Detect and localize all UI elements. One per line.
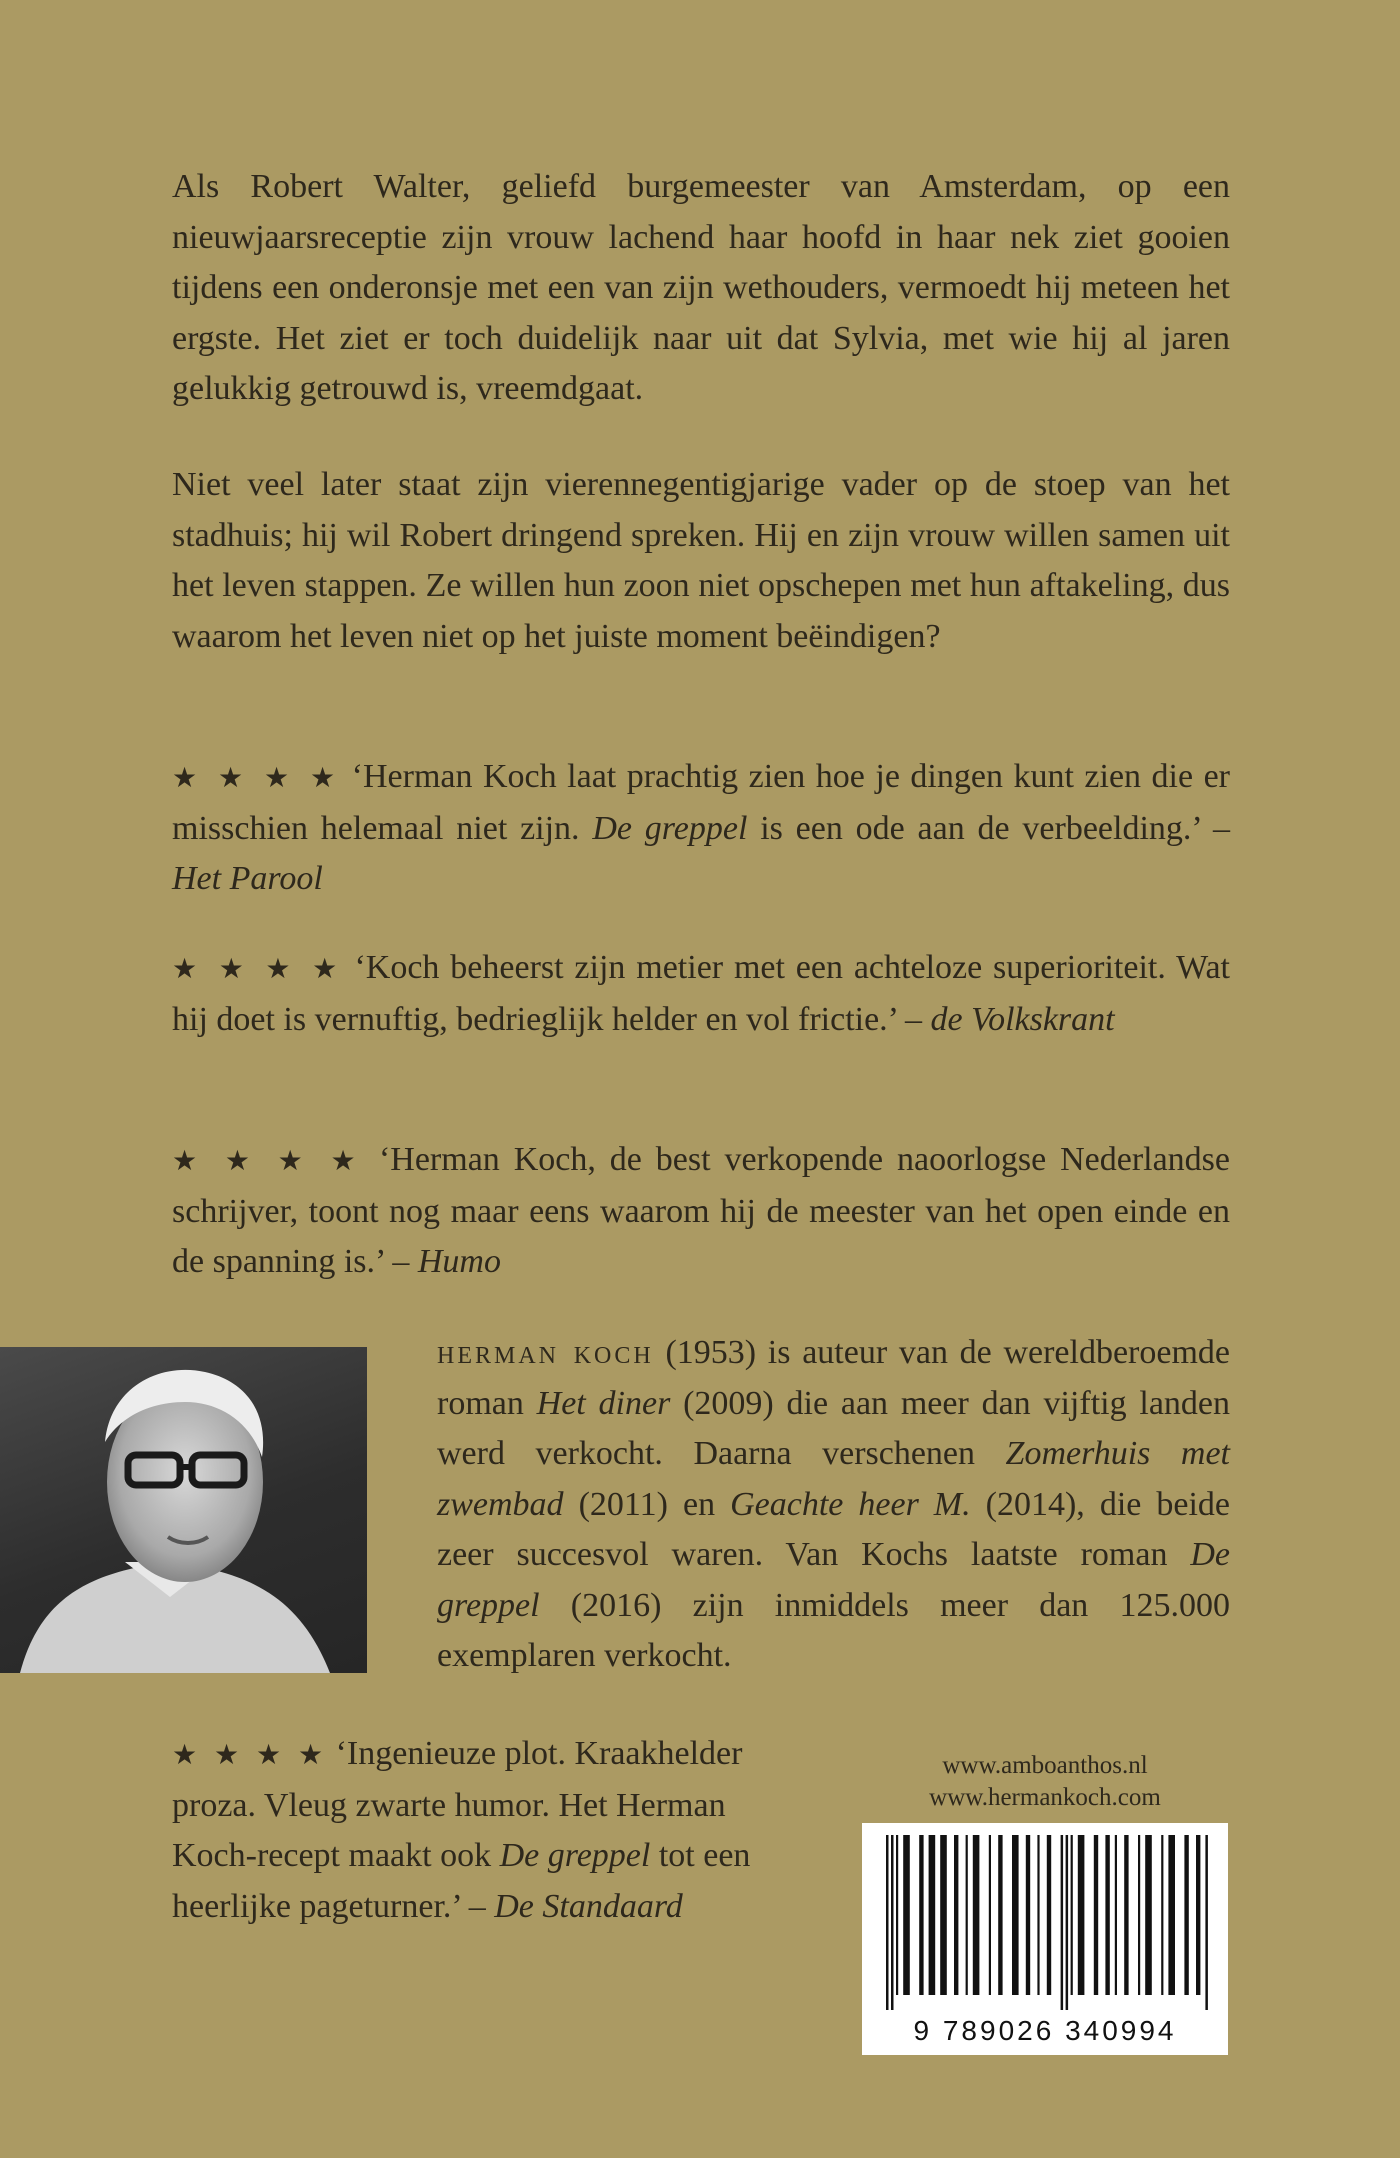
book-title: De greppel [437, 1536, 1230, 1624]
review-source: Het Parool [172, 860, 323, 897]
author-bio: herman koch (1953) is auteur van de wereldberoemde roman Het diner (2009) die aan meer dan vijftig landen werd verkocht. Daarna verschenen Zomerhuis met zwembad (2011) en Geachte heer M. (2014), die beide zeer succesvol waren. Van Kochs laatste roman De greppel (2016) zijn inmiddels meer dan 125.000 exemplaren verkocht. [437, 1334, 1231, 1674]
barcode-bar [1115, 1835, 1117, 1995]
review-source: Humo [417, 1243, 501, 1280]
barcode-bar [903, 1835, 910, 1995]
review-source: de Volkskrant [930, 1000, 1115, 1038]
barcode-bar [998, 1835, 1002, 1995]
star-rating: ★ ★ ★ ★ [172, 761, 342, 794]
barcode-bar [1012, 1835, 1019, 1995]
isbn-number: 9 789026 340994 [913, 2015, 1177, 2046]
barcode-bar [954, 1835, 958, 1995]
barcode-bar [1161, 1835, 1163, 1995]
book-title: Zomerhuis met zwembad [437, 1435, 1230, 1523]
review-parool [172, 752, 1230, 905]
barcode-bar [1145, 1835, 1152, 1995]
star-rating: ★ ★ ★ ★ [172, 1738, 328, 1771]
barcode-bar [940, 1835, 947, 1995]
barcode-bar [989, 1835, 991, 1995]
barcode-bar [1138, 1835, 1140, 1995]
review-text: ‘Herman Koch, de best verkopende naoorlogse Nederlandse schrijver, toont nog maar eens waarom hij de meester van het open einde en de spanning is.’ – [172, 1141, 1231, 1280]
review-text: is een ode aan de verbeelding.’ – [747, 809, 1231, 847]
barcode-bars [880, 1835, 1210, 2010]
review-text: tot een heerlijke pageturner.’ – [172, 1837, 751, 1925]
barcode-bar [1094, 1835, 1098, 1995]
review-text: ‘Herman Koch laat prachtig zien hoe je dingen kunt zien die er misschien helemaal niet zijn. [172, 758, 1231, 847]
barcode-bar [973, 1835, 980, 1995]
barcode-bar [1066, 1835, 1069, 2010]
review-source: De Standaard [494, 1887, 683, 1925]
star-rating: ★ ★ ★ ★ [172, 952, 344, 985]
barcode-bar [1124, 1835, 1128, 1995]
review-text: ‘Koch beheerst zijn metier met een achteloze superioriteit. Wat hij doet is vernuftig, bedrieglijk helder en vol frictie.’ – [172, 949, 1230, 1038]
barcode-bar [1196, 1835, 1200, 1995]
author-photo [0, 1347, 367, 1673]
barcode-bar [891, 1835, 894, 2010]
barcode-bar [1168, 1835, 1175, 1995]
barcode-bar [1026, 1835, 1030, 1995]
review-volkskrant [172, 943, 1230, 1045]
review-standaard [172, 1729, 772, 1932]
isbn-barcode [862, 1823, 1228, 2055]
barcode-bar [1071, 1835, 1073, 1995]
barcode-bar [896, 1835, 898, 1995]
barcode-bar [966, 1835, 968, 1995]
review-text: ‘Ingenieuze plot. Kraakhelder proza. Vleug zwarte humor. Het Herman Koch-recept maakt ook [172, 1735, 743, 1874]
publisher-urls [862, 1750, 1228, 1814]
barcode-bar [1078, 1835, 1085, 1995]
barcode-bar [1184, 1835, 1188, 1995]
barcode-bar [1205, 1835, 1208, 2010]
book-title: Het diner [536, 1384, 671, 1422]
barcode-bar [886, 1835, 889, 2010]
star-rating: ★ ★ ★ ★ [172, 1144, 366, 1177]
author-portrait-illustration [0, 1347, 367, 1673]
book-title: De greppel [592, 809, 748, 847]
book-title: Geachte heer M. [730, 1485, 971, 1523]
barcode-bar [1105, 1835, 1109, 1995]
book-title: De greppel [499, 1837, 651, 1874]
blurb-paragraph-1: Als Robert Walter, geliefd burgemeester van Amsterdam, op een nieuwjaarsreceptie zijn vrouw lachend haar hoofd in haar nek ziet gooien tijdens een onderonsje met een van zijn wethouders, vermoedt hij meteen het ergste. Het ziet er toch duidelijk naar uit dat Sylvia, met wie hij al jaren gelukkig getrouwd is, vreemdgaat. [172, 168, 1230, 407]
author-name: herman koch [437, 1334, 654, 1371]
review-humo [172, 1135, 1230, 1288]
barcode-bar [1061, 1835, 1064, 2010]
barcode-bar [1037, 1835, 1039, 1995]
publisher-url[interactable]: www.amboanthos.nl [942, 1752, 1148, 1779]
blurb-paragraph-2: Niet veel later staat zijn vierennegentigjarige vader op de stoep van het stadhuis; hij wil Robert dringend spreken. Hij en zijn vrouw willen samen uit het leven stappen. Ze willen hun zoon niet opschepen met hun aftakeling, dus waarom het leven niet op het juiste moment beëindigen? [172, 466, 1230, 655]
author-url[interactable]: www.hermankoch.com [929, 1784, 1161, 1811]
barcode-bar [1047, 1835, 1051, 1995]
barcode-bar [929, 1835, 936, 1995]
barcode-bar [919, 1835, 923, 1995]
